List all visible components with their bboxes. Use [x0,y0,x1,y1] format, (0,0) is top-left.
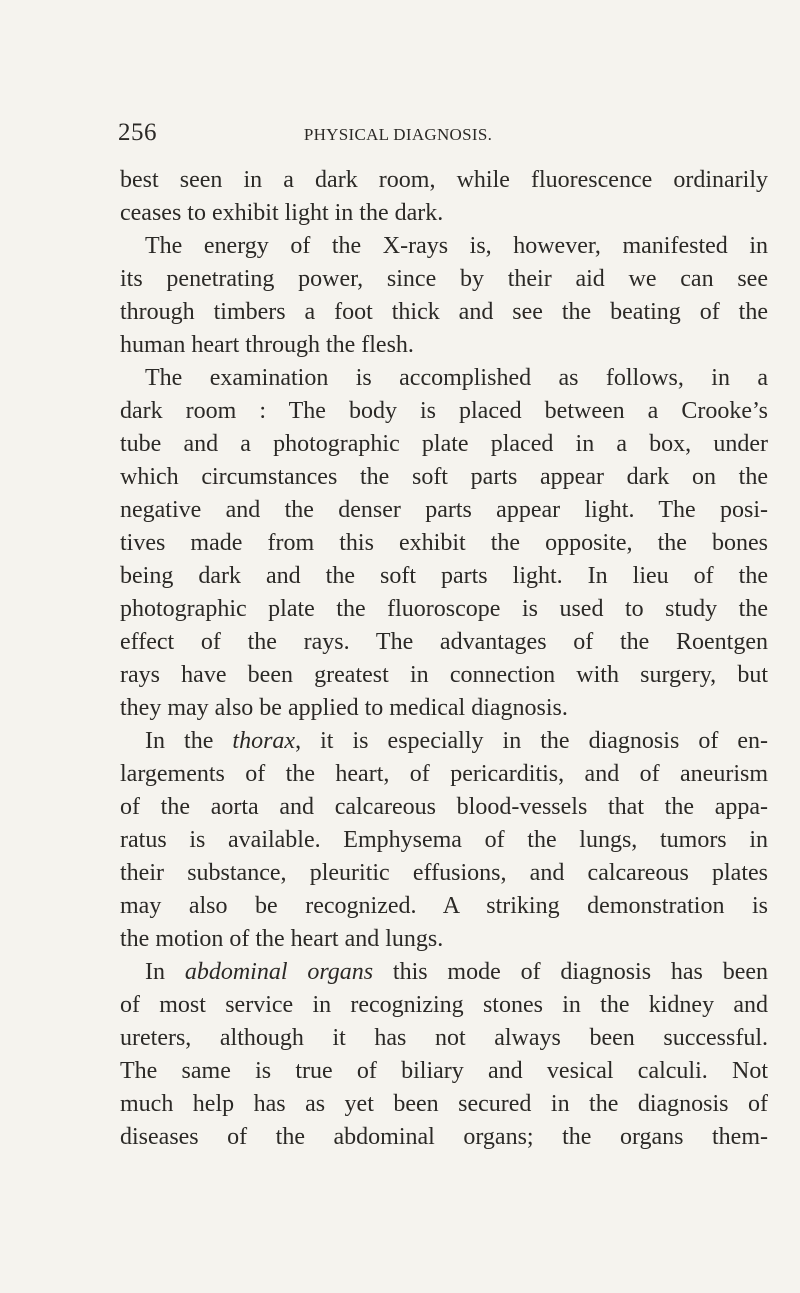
text-line: largements of the heart, of pericarditis, and of aneurism [120,761,768,787]
text-line: effect of the rays. The advantages of the Roentgen [120,629,768,655]
text-line: photographic plate the fluoroscope is used to study the [120,596,768,622]
text-line: much help has as yet been secured in the diagnosis of [120,1091,768,1117]
text-line: In the thorax, it is especially in the diagnosis of en- [145,728,769,754]
text-line: of the aorta and calcareous blood-vessels that the appa- [120,794,768,820]
italic-term-thorax: thorax [232,728,296,754]
text-line: may also be recognized. A striking demonstration is [120,893,768,919]
text-line: being dark and the soft parts light. In lieu of the [120,563,768,589]
italic-term-abdominal-organs: abdominal organs [184,959,374,985]
text-line: the motion of the heart and lungs. [120,926,444,952]
text-line: ureters, although it has not always been successful. [120,1025,768,1051]
text-line: through timbers a foot thick and see the beating of the [120,299,768,325]
body-text [120,164,768,1154]
text-line: negative and the denser parts appear light. The posi- [120,497,768,523]
text-line: tives made from this exhibit the opposite, the bones [120,530,768,556]
text-line: In abdominal organs this mode of diagnosis has been [145,959,768,985]
text-line: their substance, pleuritic effusions, and calcareous plates [120,860,768,886]
text-line: they may also be applied to medical diagnosis. [120,695,568,721]
page-number: 256 [118,119,157,146]
text-line: The same is true of biliary and vesical calculi. Not [120,1058,768,1084]
text-line: ceases to exhibit light in the dark. [120,200,444,226]
text-line: The examination is accomplished as follows, in a [145,365,768,391]
text-line: which circumstances the soft parts appear dark on the [120,464,768,490]
text-line: The energy of the X-rays is, however, manifested in [145,233,768,259]
text-line: human heart through the flesh. [120,332,414,358]
text-line: best seen in a dark room, while fluorescence ordinarily [120,167,768,193]
text-line: tube and a photographic plate placed in a box, under [120,431,768,457]
text-line: its penetrating power, since by their aid we can see [120,266,768,292]
text-line: dark room : The body is placed between a Crooke’s [120,398,768,424]
running-title: PHYSICAL DIAGNOSIS. [303,125,493,144]
running-head [118,118,678,152]
text-line: diseases of the abdominal organs; the organs them- [120,1124,768,1150]
text-line: of most service in recognizing stones in the kidney and [120,992,768,1018]
text-line: rays have been greatest in connection with surgery, but [120,662,768,688]
text-line: ratus is available. Emphysema of the lungs, tumors in [120,827,768,853]
